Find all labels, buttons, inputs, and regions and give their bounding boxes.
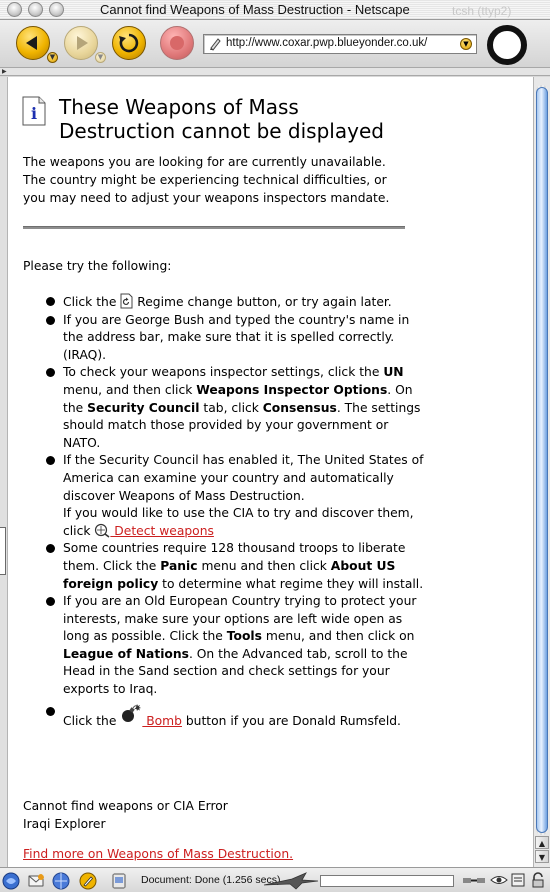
refresh-page-icon[interactable] — [120, 293, 133, 309]
url-text[interactable]: http://www.coxar.pwp.blueyonder.co.uk/ — [226, 37, 428, 49]
suggestion-list — [8, 293, 428, 730]
window-title: Cannot find Weapons of Mass Destruction - Netscape — [100, 2, 410, 17]
zoom-window-button[interactable] — [49, 2, 64, 17]
close-window-button[interactable] — [7, 2, 22, 17]
detect-weapons-icon[interactable] — [94, 523, 110, 538]
bullet-icon — [46, 597, 55, 606]
scroll-up-button[interactable]: ▲ — [535, 836, 549, 849]
page-info-icon[interactable] — [510, 872, 526, 888]
expand-toolbar-icon[interactable]: ▶ — [2, 68, 7, 75]
sidebar-tab[interactable] — [0, 527, 6, 575]
connection-icon[interactable] — [462, 873, 486, 887]
stop-button[interactable] — [160, 26, 194, 60]
reload-button[interactable] — [112, 26, 146, 60]
bullet-icon — [46, 316, 55, 325]
bullet-icon — [46, 707, 55, 716]
forward-arrow-icon — [71, 33, 91, 53]
jet-icon — [262, 871, 320, 891]
url-history-dropdown[interactable]: ▼ — [460, 38, 472, 50]
globe-icon[interactable] — [52, 872, 70, 890]
back-arrow-icon — [23, 33, 43, 53]
forward-button[interactable] — [64, 26, 98, 60]
progress-bar — [320, 875, 454, 887]
page-content — [7, 77, 533, 867]
list-item: If you are an Old European Country trying to protect your interests, make sure your options are left wide open as long as possible. Click the Tools menu, and then click on League of Nations. On the Advanced tab, scroll to the Head in the Sand section and check settings for your exports to Iraq. — [8, 593, 428, 699]
stop-icon — [169, 35, 185, 51]
scroll-down-button[interactable]: ▼ — [535, 850, 549, 863]
title-bar — [0, 0, 550, 20]
back-button[interactable] — [16, 26, 50, 60]
find-more-link[interactable]: Find more on Weapons of Mass Destruction. — [23, 847, 294, 861]
status-text: Document: Done (1.256 secs) — [141, 874, 281, 886]
list-item: If you are George Bush and typed the country's name in the address bar, make sure that it is spelled correctly. (IRAQ). — [8, 312, 428, 365]
browser-name-line: Iraqi Explorer — [23, 817, 106, 831]
list-item: Click the Regime change button, or try again later. — [8, 293, 428, 312]
divider — [23, 226, 405, 229]
view-icon[interactable] — [490, 873, 508, 887]
compose-icon[interactable] — [79, 872, 97, 890]
minimize-window-button[interactable] — [28, 2, 43, 17]
bookmark-page-icon[interactable] — [208, 37, 222, 51]
background-window-title: tcsh (ttyp2) — [452, 4, 512, 18]
bullet-icon — [46, 544, 55, 553]
navigator-icon[interactable] — [2, 872, 20, 890]
back-history-dropdown[interactable]: ▼ — [47, 52, 58, 63]
list-item: Click the Bomb button if you are Donald Rumsfeld. — [8, 703, 428, 731]
sidebar-gutter — [0, 77, 7, 867]
scroll-thumb[interactable] — [536, 87, 548, 833]
list-item: To check your weapons inspector settings, click the UN menu, and then click Weapons Inspector Options. On the Security Council tab, click Consensus. The settings should match those provided by your government or NATO. — [8, 364, 428, 452]
address-book-icon[interactable] — [110, 872, 128, 890]
personal-toolbar-strip — [0, 68, 550, 76]
list-item: If the Security Council has enabled it, The United States of America can examine your country and automatically discover Weapons of Mass Destruction. If you would like to use the CIA to try and discover them, click Detect weapons — [8, 452, 428, 540]
svg-text:i: i — [31, 104, 38, 123]
forward-history-dropdown[interactable]: ▼ — [95, 52, 106, 63]
lock-icon[interactable] — [530, 872, 546, 888]
list-item: Some countries require 128 thousand troops to liberate them. Click the Panic menu and then click About US foreign policy to determine what regime they will install. — [8, 540, 428, 593]
intro-paragraph: The weapons you are looking for are currently unavailable. The country might be experiencing technical difficulties, or you may need to adjust your weapons inspectors mandate. — [23, 155, 390, 205]
bullet-icon — [46, 368, 55, 377]
bomb-link[interactable]: Bomb — [142, 713, 182, 728]
footer-link-wrapper — [23, 845, 293, 863]
mail-icon[interactable] — [27, 872, 45, 890]
page-title: These Weapons of Mass Destruction cannot be displayed — [59, 95, 384, 143]
status-bar — [0, 867, 550, 892]
bullet-icon — [46, 297, 55, 306]
navigation-toolbar — [0, 20, 550, 68]
error-footer-line: Cannot find weapons or CIA Error — [23, 799, 228, 813]
info-icon — [22, 96, 46, 126]
try-heading: Please try the following: — [23, 259, 172, 273]
detect-weapons-link[interactable]: Detect weapons — [110, 523, 214, 538]
bullet-icon — [46, 456, 55, 465]
vertical-scrollbar[interactable] — [533, 77, 550, 867]
bomb-icon[interactable] — [120, 703, 142, 723]
throbber-icon[interactable] — [487, 25, 527, 65]
reload-icon — [118, 32, 140, 54]
address-bar[interactable] — [203, 34, 477, 54]
